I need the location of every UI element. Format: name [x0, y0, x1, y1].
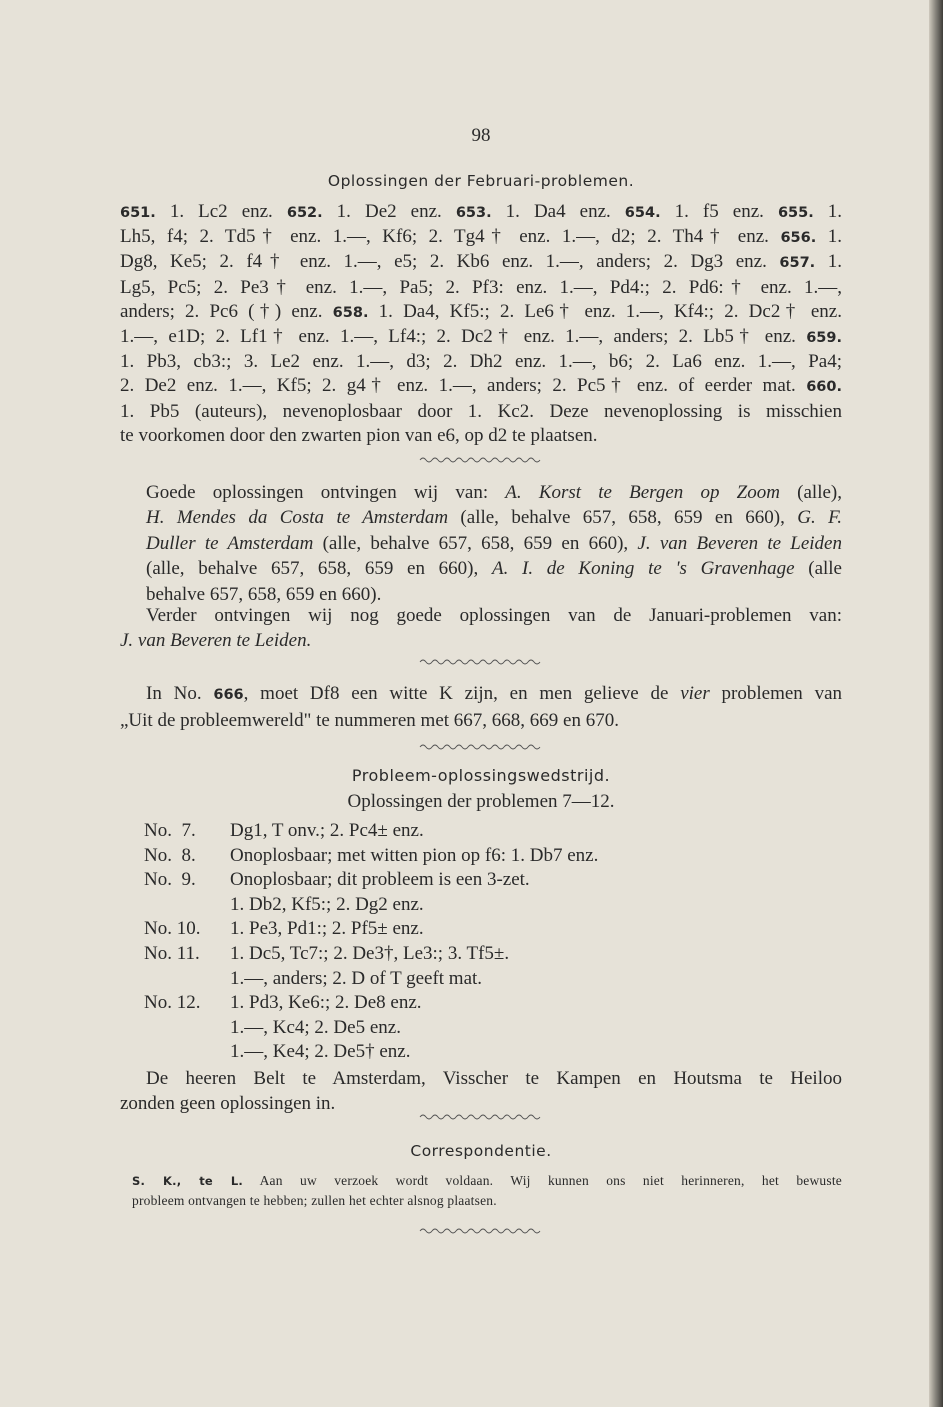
solutions-line: Lh5, f4; 2. Td5† enz. 1.—, Kf6; 2. Tg4† enz. 1.—, d2; 2. Th4† enz. 656. 1. — [120, 226, 842, 248]
correspondence-line: S. K., te L. Aan uw verzoek wordt voldaan. Wij kunnen ons niet herinneren, het bewuste — [132, 1173, 842, 1188]
verder-paragraph — [120, 603, 842, 654]
solutions-line: 1. Pb5 (auteurs), nevenoplosbaar door 1. Kc2. Deze nevenoplossing is misschien — [120, 400, 842, 422]
contest-row-label: No. 10. — [144, 918, 201, 940]
contest-heading: Probleem-oplossingswedstrijd. — [351, 766, 611, 785]
contest-row-moves: 1. Pd3, Ke6:; 2. De8 enz. — [230, 992, 422, 1014]
contest-row-label: No. 8. — [144, 844, 196, 866]
no666-line: „Uit de probleemwereld" te nummeren met 667, 668, 669 en 670. — [120, 710, 619, 732]
section-divider — [418, 742, 544, 752]
solutions-paragraph — [120, 200, 842, 448]
section-divider — [418, 1226, 544, 1236]
page — [120, 0, 842, 1407]
page-edge — [929, 0, 943, 1407]
contest-row-label: No. 7. — [144, 820, 196, 841]
goede-line: (alle, behalve 657, 658, 659 en 660), A. I. de Koning te 's Gravenhage (alle — [146, 558, 842, 580]
goede-line: behalve 657, 658, 659 en 660). — [146, 583, 382, 605]
solutions-heading: Oplossingen der Februari-problemen. — [327, 172, 635, 190]
contest-subtitle: Oplossingen der problemen 7—12. — [347, 791, 615, 812]
solutions-line: 1.—, e1D; 2. Lf1† enz. 1.—, Lf4:; 2. Dc2† enz. 1.—, anders; 2. Lb5† enz. 659. — [120, 326, 842, 348]
solutions-line: te voorkomen door den zwarten pion van e6, op d2 te plaatsen. — [120, 424, 598, 446]
heeren-line: zonden geen oplossingen in. — [120, 1093, 336, 1115]
contest-row-label: No. 11. — [144, 943, 200, 964]
solutions-line: Lg5, Pc5; 2. Pe3† enz. 1.—, Pa5; 2. Pf3: enz. 1.—, Pd4:; 2. Pd6:† enz. 1.—, — [120, 276, 842, 298]
solutions-line: anders; 2. Pc6 (†) enz. 658. 1. Da4, Kf5:; 2. Le6† enz. 1.—, Kf4:; 2. Dc2† enz. — [120, 300, 842, 322]
no666-line: In No. 666, moet Df8 een witte K zijn, en men gelieve de vier problemen van — [146, 683, 842, 704]
contest-row-label: No. 9. — [144, 869, 196, 891]
contest-row-moves: 1.—, Ke4; 2. De5† enz. — [230, 1041, 411, 1063]
heeren-paragraph — [120, 1066, 842, 1117]
page-number: 98 — [471, 125, 491, 146]
verder-line: J. van Beveren te Leiden. — [120, 630, 312, 652]
goede-line: H. Mendes da Costa te Amsterdam (alle, behalve 657, 658, 659 en 660), G. F. — [146, 507, 842, 529]
contest-row-moves: 1. Pe3, Pd1:; 2. Pf5± enz. — [230, 918, 424, 940]
goede-paragraph — [120, 480, 842, 607]
correspondence-heading: Correspondentie. — [410, 1142, 552, 1160]
contest-row-moves: 1.—, anders; 2. D of T geeft mat. — [230, 967, 483, 989]
contest-row-moves: 1. Db2, Kf5:; 2. Dg2 enz. — [230, 893, 424, 915]
contest-row-moves: Onoplosbaar; met witten pion op f6: 1. Db7 enz. — [230, 844, 599, 866]
correspondence-line: probleem ontvangen te hebben; zullen het echter alsnog plaatsen. — [132, 1193, 497, 1208]
solutions-line: 1. Pb3, cb3:; 3. Le2 enz. 1.—, d3; 2. Dh2 enz. 1.—, b6; 2. La6 enz. 1.—, Pa4; — [120, 351, 842, 373]
solutions-line: 651. 1. Lc2 enz. 652. 1. De2 enz. 653. 1. Da4 enz. 654. 1. f5 enz. 655. 1. — [120, 201, 843, 222]
heeren-line: De heeren Belt te Amsterdam, Visscher te Kampen en Houtsma te Heiloo — [146, 1068, 842, 1089]
no666-paragraph — [120, 681, 842, 734]
contest-row-moves: 1.—, Kc4; 2. De5 enz. — [230, 1016, 401, 1038]
section-divider — [418, 455, 544, 465]
contest-row-label: No. 12. — [144, 992, 201, 1014]
section-divider — [418, 657, 544, 667]
contest-row-moves: 1. Dc5, Tc7:; 2. De3†, Le3:; 3. Tf5±. — [230, 943, 510, 964]
solutions-line: 2. De2 enz. 1.—, Kf5; 2. g4† enz. 1.—, anders; 2. Pc5† enz. of eerder mat. 660. — [120, 375, 842, 397]
verder-line: Verder ontvingen wij nog goede oplossingen van de Januari-problemen van: — [146, 605, 842, 626]
section-divider — [418, 1112, 544, 1122]
correspondence-label: S. K., te L. — [132, 1174, 243, 1188]
contest-row-moves: Dg1, T onv.; 2. Pc4± enz. — [230, 820, 424, 841]
contest-row-moves: Onoplosbaar; dit probleem is een 3-zet. — [230, 869, 530, 891]
solutions-line: Dg8, Ke5; 2. f4† enz. 1.—, e5; 2. Kb6 enz. 1.—, anders; 2. Dg3 enz. 657. 1. — [120, 251, 842, 273]
goede-line: Goede oplossingen ontvingen wij van: A. Korst te Bergen op Zoom (alle), — [146, 482, 842, 503]
correspondence-text — [132, 1171, 842, 1211]
goede-line: Duller te Amsterdam (alle, behalve 657, 658, 659 en 660), J. van Beveren te Leiden — [146, 532, 842, 554]
